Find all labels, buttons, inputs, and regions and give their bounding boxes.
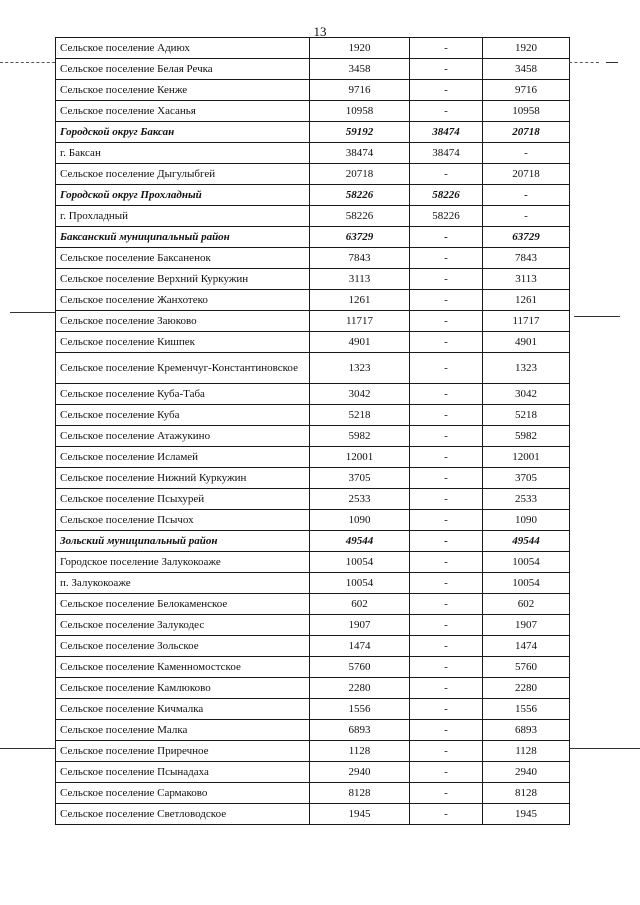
table-row (56, 206, 570, 227)
settlement-name-cell: Городской округ Баксан (56, 122, 310, 143)
rural-population-cell: 20718 (483, 122, 570, 143)
total-population-cell: 12001 (310, 447, 410, 468)
table-row (56, 636, 570, 657)
rural-population-cell: 602 (483, 594, 570, 615)
table-row (56, 122, 570, 143)
total-population-cell: 20718 (310, 164, 410, 185)
rural-population-cell: 1261 (483, 290, 570, 311)
urban-population-cell: - (410, 269, 483, 290)
urban-population-cell: - (410, 59, 483, 80)
settlement-name-cell: Сельское поселение Белая Речка (56, 59, 310, 80)
urban-population-cell: - (410, 311, 483, 332)
rural-population-cell: 12001 (483, 447, 570, 468)
table-row (56, 678, 570, 699)
total-population-cell: 3042 (310, 384, 410, 405)
urban-population-cell: - (410, 510, 483, 531)
rural-population-cell: 3042 (483, 384, 570, 405)
rural-population-cell: 11717 (483, 311, 570, 332)
settlement-name-cell: Сельское поселение Залукодес (56, 615, 310, 636)
table-row (56, 332, 570, 353)
urban-population-cell: - (410, 678, 483, 699)
settlement-name-cell: Сельское поселение Кенже (56, 80, 310, 101)
urban-population-cell: - (410, 657, 483, 678)
urban-population-cell: - (410, 615, 483, 636)
urban-population-cell: - (410, 426, 483, 447)
urban-population-cell: - (410, 447, 483, 468)
total-population-cell: 1323 (310, 353, 410, 384)
total-population-cell: 1920 (310, 38, 410, 59)
table-row (56, 468, 570, 489)
total-population-cell: 1474 (310, 636, 410, 657)
rural-population-cell: - (483, 185, 570, 206)
rural-population-cell: 1556 (483, 699, 570, 720)
settlement-name-cell: Сельское поселение Каменномостское (56, 657, 310, 678)
table-row (56, 762, 570, 783)
table-row (56, 59, 570, 80)
table-row (56, 248, 570, 269)
table-row (56, 720, 570, 741)
total-population-cell: 7843 (310, 248, 410, 269)
rural-population-cell: 10054 (483, 573, 570, 594)
urban-population-cell: - (410, 38, 483, 59)
rural-population-cell: 1945 (483, 804, 570, 825)
urban-population-cell: - (410, 290, 483, 311)
scan-artifact-line (569, 62, 599, 63)
rural-population-cell: 1128 (483, 741, 570, 762)
settlement-name-cell: Сельское поселение Белокаменское (56, 594, 310, 615)
settlement-name-cell: г. Прохладный (56, 206, 310, 227)
table-row (56, 405, 570, 426)
settlement-name-cell: Сельское поселение Псынадаха (56, 762, 310, 783)
rural-population-cell: 3458 (483, 59, 570, 80)
rural-population-cell: 1907 (483, 615, 570, 636)
urban-population-cell: - (410, 227, 483, 248)
table-row (56, 185, 570, 206)
settlement-name-cell: Сельское поселение Светловодское (56, 804, 310, 825)
total-population-cell: 2533 (310, 489, 410, 510)
rural-population-cell: 7843 (483, 248, 570, 269)
urban-population-cell: - (410, 552, 483, 573)
settlement-name-cell: Сельское поселение Сармаково (56, 783, 310, 804)
urban-population-cell: - (410, 384, 483, 405)
total-population-cell: 6893 (310, 720, 410, 741)
total-population-cell: 38474 (310, 143, 410, 164)
population-table (55, 37, 570, 825)
settlement-name-cell: Сельское поселение Баксаненок (56, 248, 310, 269)
table-row (56, 804, 570, 825)
total-population-cell: 10054 (310, 573, 410, 594)
scan-artifact-line (10, 312, 55, 313)
table-row (56, 552, 570, 573)
settlement-name-cell: Сельское поселение Исламей (56, 447, 310, 468)
table-row (56, 489, 570, 510)
table-row (56, 290, 570, 311)
rural-population-cell: 2533 (483, 489, 570, 510)
urban-population-cell: 58226 (410, 206, 483, 227)
settlement-name-cell: Сельское поселение Дыгулыбгей (56, 164, 310, 185)
table-row (56, 143, 570, 164)
total-population-cell: 602 (310, 594, 410, 615)
table-row (56, 164, 570, 185)
rural-population-cell: 3113 (483, 269, 570, 290)
table-row (56, 573, 570, 594)
settlement-name-cell: Сельское поселение Атажукино (56, 426, 310, 447)
urban-population-cell: - (410, 762, 483, 783)
scan-artifact-line (574, 316, 620, 317)
rural-population-cell: 2940 (483, 762, 570, 783)
total-population-cell: 1556 (310, 699, 410, 720)
table-row (56, 80, 570, 101)
total-population-cell: 1907 (310, 615, 410, 636)
rural-population-cell: - (483, 206, 570, 227)
settlement-name-cell: Сельское поселение Куба (56, 405, 310, 426)
total-population-cell: 2940 (310, 762, 410, 783)
scan-artifact-line (0, 748, 55, 749)
settlement-name-cell: Сельское поселение Кичмалка (56, 699, 310, 720)
urban-population-cell: - (410, 468, 483, 489)
settlement-name-cell: Сельское поселение Малка (56, 720, 310, 741)
table-row (56, 741, 570, 762)
urban-population-cell: - (410, 594, 483, 615)
table-body (56, 38, 570, 825)
total-population-cell: 58226 (310, 185, 410, 206)
urban-population-cell: - (410, 405, 483, 426)
scan-artifact-line (0, 62, 55, 63)
table-row (56, 384, 570, 405)
total-population-cell: 49544 (310, 531, 410, 552)
rural-population-cell: 63729 (483, 227, 570, 248)
urban-population-cell: - (410, 636, 483, 657)
settlement-name-cell: г. Баксан (56, 143, 310, 164)
table-row (56, 269, 570, 290)
urban-population-cell: - (410, 248, 483, 269)
rural-population-cell: 1090 (483, 510, 570, 531)
settlement-name-cell: Сельское поселение Куба-Таба (56, 384, 310, 405)
table-row (56, 353, 570, 384)
urban-population-cell: - (410, 80, 483, 101)
settlement-name-cell: Зольский муниципальный район (56, 531, 310, 552)
table-row (56, 311, 570, 332)
total-population-cell: 3705 (310, 468, 410, 489)
settlement-name-cell: Сельское поселение Кременчуг-Константиновское (56, 353, 310, 384)
settlement-name-cell: Сельское поселение Псыхурей (56, 489, 310, 510)
urban-population-cell: - (410, 699, 483, 720)
total-population-cell: 1945 (310, 804, 410, 825)
total-population-cell: 3458 (310, 59, 410, 80)
urban-population-cell: - (410, 741, 483, 762)
table-row (56, 447, 570, 468)
table-row (56, 38, 570, 59)
rural-population-cell: 20718 (483, 164, 570, 185)
table-row (56, 426, 570, 447)
settlement-name-cell: Сельское поселение Адиюх (56, 38, 310, 59)
rural-population-cell: 8128 (483, 783, 570, 804)
urban-population-cell: - (410, 804, 483, 825)
total-population-cell: 10054 (310, 552, 410, 573)
total-population-cell: 9716 (310, 80, 410, 101)
table-row (56, 615, 570, 636)
settlement-name-cell: Сельское поселение Приречное (56, 741, 310, 762)
total-population-cell: 3113 (310, 269, 410, 290)
urban-population-cell: - (410, 531, 483, 552)
total-population-cell: 5218 (310, 405, 410, 426)
total-population-cell: 5982 (310, 426, 410, 447)
total-population-cell: 1128 (310, 741, 410, 762)
urban-population-cell: 38474 (410, 143, 483, 164)
settlement-name-cell: Сельское поселение Жанхотеко (56, 290, 310, 311)
total-population-cell: 63729 (310, 227, 410, 248)
settlement-name-cell: Сельское поселение Нижний Куркужин (56, 468, 310, 489)
table-row (56, 510, 570, 531)
total-population-cell: 5760 (310, 657, 410, 678)
settlement-name-cell: Сельское поселение Верхний Куркужин (56, 269, 310, 290)
total-population-cell: 59192 (310, 122, 410, 143)
rural-population-cell: - (483, 143, 570, 164)
settlement-name-cell: Сельское поселение Хасанья (56, 101, 310, 122)
rural-population-cell: 10054 (483, 552, 570, 573)
total-population-cell: 10958 (310, 101, 410, 122)
rural-population-cell: 9716 (483, 80, 570, 101)
settlement-name-cell: Сельское поселение Камлюково (56, 678, 310, 699)
settlement-name-cell: Городской округ Прохладный (56, 185, 310, 206)
scan-artifact-line (606, 62, 618, 63)
total-population-cell: 11717 (310, 311, 410, 332)
urban-population-cell: - (410, 783, 483, 804)
table-row (56, 657, 570, 678)
table-row (56, 594, 570, 615)
rural-population-cell: 5218 (483, 405, 570, 426)
table-row (56, 227, 570, 248)
scan-artifact-line (569, 748, 640, 749)
urban-population-cell: - (410, 353, 483, 384)
urban-population-cell: - (410, 332, 483, 353)
page-number: 13 (313, 24, 327, 39)
rural-population-cell: 1323 (483, 353, 570, 384)
settlement-name-cell: Сельское поселение Заюково (56, 311, 310, 332)
urban-population-cell: 58226 (410, 185, 483, 206)
total-population-cell: 4901 (310, 332, 410, 353)
rural-population-cell: 49544 (483, 531, 570, 552)
urban-population-cell: - (410, 720, 483, 741)
rural-population-cell: 1920 (483, 38, 570, 59)
settlement-name-cell: Сельское поселение Псычох (56, 510, 310, 531)
rural-population-cell: 5760 (483, 657, 570, 678)
total-population-cell: 2280 (310, 678, 410, 699)
urban-population-cell: 38474 (410, 122, 483, 143)
settlement-name-cell: Баксанский муниципальный район (56, 227, 310, 248)
rural-population-cell: 2280 (483, 678, 570, 699)
table-row (56, 783, 570, 804)
table-row (56, 531, 570, 552)
settlement-name-cell: п. Залукокоаже (56, 573, 310, 594)
table-row (56, 699, 570, 720)
rural-population-cell: 10958 (483, 101, 570, 122)
settlement-name-cell: Сельское поселение Кишпек (56, 332, 310, 353)
table-row (56, 101, 570, 122)
rural-population-cell: 5982 (483, 426, 570, 447)
rural-population-cell: 3705 (483, 468, 570, 489)
rural-population-cell: 4901 (483, 332, 570, 353)
settlement-name-cell: Сельское поселение Зольское (56, 636, 310, 657)
settlement-name-cell: Городское поселение Залукокоаже (56, 552, 310, 573)
urban-population-cell: - (410, 101, 483, 122)
total-population-cell: 8128 (310, 783, 410, 804)
total-population-cell: 1261 (310, 290, 410, 311)
rural-population-cell: 1474 (483, 636, 570, 657)
urban-population-cell: - (410, 164, 483, 185)
total-population-cell: 58226 (310, 206, 410, 227)
urban-population-cell: - (410, 489, 483, 510)
total-population-cell: 1090 (310, 510, 410, 531)
urban-population-cell: - (410, 573, 483, 594)
rural-population-cell: 6893 (483, 720, 570, 741)
